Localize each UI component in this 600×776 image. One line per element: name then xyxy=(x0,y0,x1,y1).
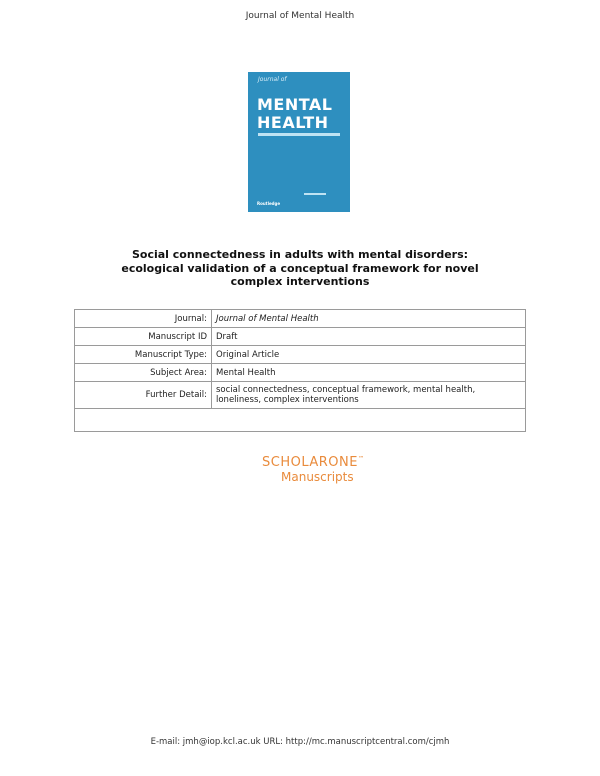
table-row xyxy=(75,346,526,364)
meta-key: Subject Area: xyxy=(75,364,212,382)
meta-key: Further Detail: xyxy=(75,382,212,409)
title-line: Social connectedness in adults with mental disorders: xyxy=(131,248,469,261)
meta-value: Original Article xyxy=(212,346,526,364)
running-header: Journal of Mental Health xyxy=(245,11,355,21)
cover-subtitle-strip xyxy=(258,133,340,136)
page-footer: E-mail: jmh@iop.kcl.ac.uk URL: http://mc.manuscriptcentral.com/cjmh xyxy=(150,737,450,747)
cover-title-line1: MENTAL xyxy=(257,95,333,114)
logo-trademark: ™ xyxy=(357,455,365,463)
logo-text: SCHOLARONE xyxy=(262,455,358,470)
title-line: complex interventions xyxy=(230,275,370,288)
manuscript-title xyxy=(0,248,600,289)
cover-top-line: Journal of xyxy=(258,76,287,83)
table-row-blank xyxy=(75,409,526,432)
table-row xyxy=(75,382,526,409)
meta-value: social connectedness, conceptual framework, mental health, loneliness, complex interventions xyxy=(212,382,526,409)
journal-cover-image xyxy=(248,72,350,212)
title-line: ecological validation of a conceptual framework for novel xyxy=(121,261,479,275)
meta-value: Draft xyxy=(212,328,526,346)
meta-key: Manuscript ID xyxy=(75,328,212,346)
table-row xyxy=(75,328,526,346)
table-row xyxy=(75,310,526,328)
table-row xyxy=(75,364,526,382)
meta-key: Manuscript Type: xyxy=(75,346,212,364)
cover-issue-strip xyxy=(304,193,326,195)
manuscript-metadata-table xyxy=(74,309,526,432)
manuscripts-logo-text: Manuscripts xyxy=(281,470,354,484)
meta-key: Journal: xyxy=(75,310,212,328)
meta-value: Journal of Mental Health xyxy=(212,310,526,328)
cover-title-line2: HEALTH xyxy=(257,113,329,132)
scholarone-logo xyxy=(262,455,364,470)
blank-cell xyxy=(75,409,526,432)
meta-value: Mental Health xyxy=(212,364,526,382)
cover-publisher: Routledge xyxy=(257,201,281,206)
